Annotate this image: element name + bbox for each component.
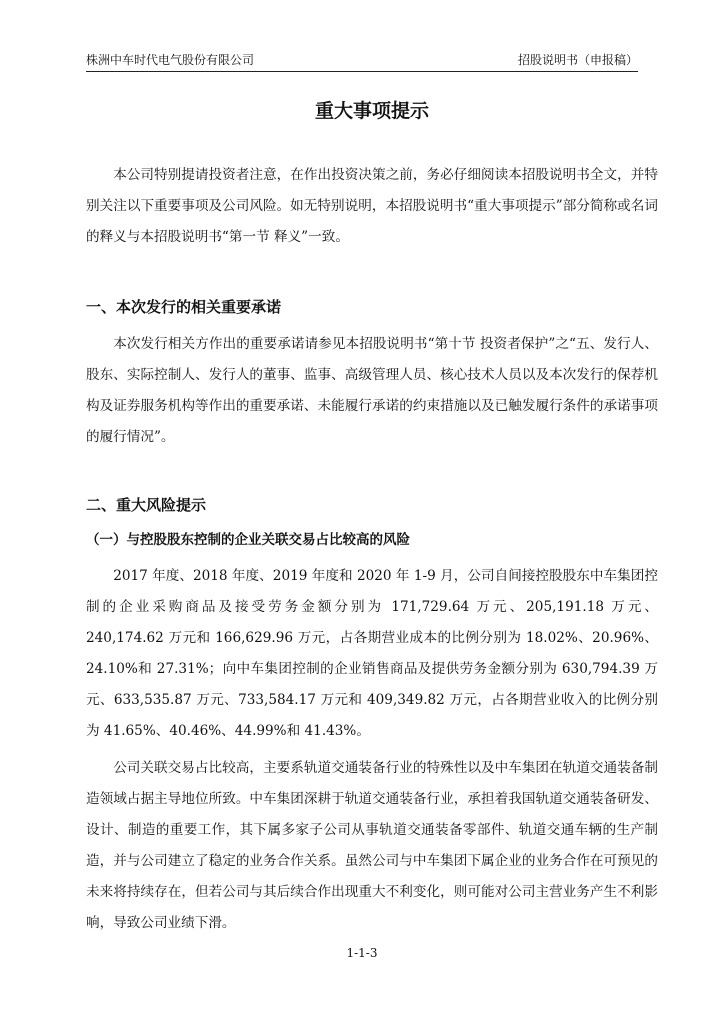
page-number: 1-1-3 — [346, 946, 378, 960]
section1-heading: 一、本次发行的相关重要承诺 — [86, 298, 282, 316]
page-title: 重大事项提示 — [314, 100, 429, 122]
subsection1-paragraph-2: 公司关联交易占比较高，主要系轨道交通装备行业的特殊性以及中车集团在轨道交通装备制造领域占据主导地位所致。中车集团深耕于轨道交通装备行业，承担着我国轨道交通装备研发、设计、制造的重要工作，其下属多家子公司从事轨道交通装备零部件、轨道交通车辆的生产制造，并与公司建立了稳定的业务合作关系。虽然公司与中车集团下属企业的业务合作在可预见的未来将持续存在，但若公司与其后续合作出现重大不利变化，则可能对公司主营业务产生不利影响，导致公司业绩下滑。 — [86, 760, 658, 931]
section1-paragraph: 本次发行相关方作出的重要承诺请参见本招股说明书“第十节 投资者保护”之“五、发行人、股东、实际控制人、发行人的董事、监事、高级管理人员、核心技术人员以及本次发行的保荐机构及证券服务机构等作出的重要承诺、未能履行承诺的约束措施以及已触发履行条件的承诺事项的履行情况”。 — [86, 336, 658, 445]
page-body — [86, 92, 658, 939]
section2-heading: 二、重大风险提示 — [86, 496, 207, 514]
subsection1-paragraph-1: 2017 年度、2018 年度、2019 年度和 2020 年 1-9 月，公司自间接控股股东中车集团控制的企业采购商品及接受劳务金额分别为 171,729.64 万元、205,191.18 万元、240,174.62 万元和 166,629.96 万元，占各期营业成本的比例分别为 18.02%、20.96%、24.10%和 27.31%；向中车集团控制的企业销售商品及提供劳务金额分别为 630,794.39 万元、633,535.87 万元、733,584.17 万元和 409,349.82 万元，占各期营业收入的比例分别为 41.65%、40.46%、44.99%和 41.43%。 — [86, 568, 658, 739]
header-document-type: 招股说明书（申报稿） — [517, 53, 638, 67]
header-company-name: 株洲中车时代电气股份有限公司 — [86, 53, 255, 67]
subsection1-heading: （一）与控股股东控制的企业关联交易占比较高的风险 — [86, 532, 410, 548]
page-header — [86, 50, 638, 72]
intro-paragraph: 本公司特别提请投资者注意，在作出投资决策之前，务必仔细阅读本招股说明书全文，并特别关注以下重要事项及公司风险。如无特别说明，本招股说明书“重大事项提示”部分简称或名词的释义与本招股说明书“第一节 释义”一致。 — [86, 167, 658, 245]
